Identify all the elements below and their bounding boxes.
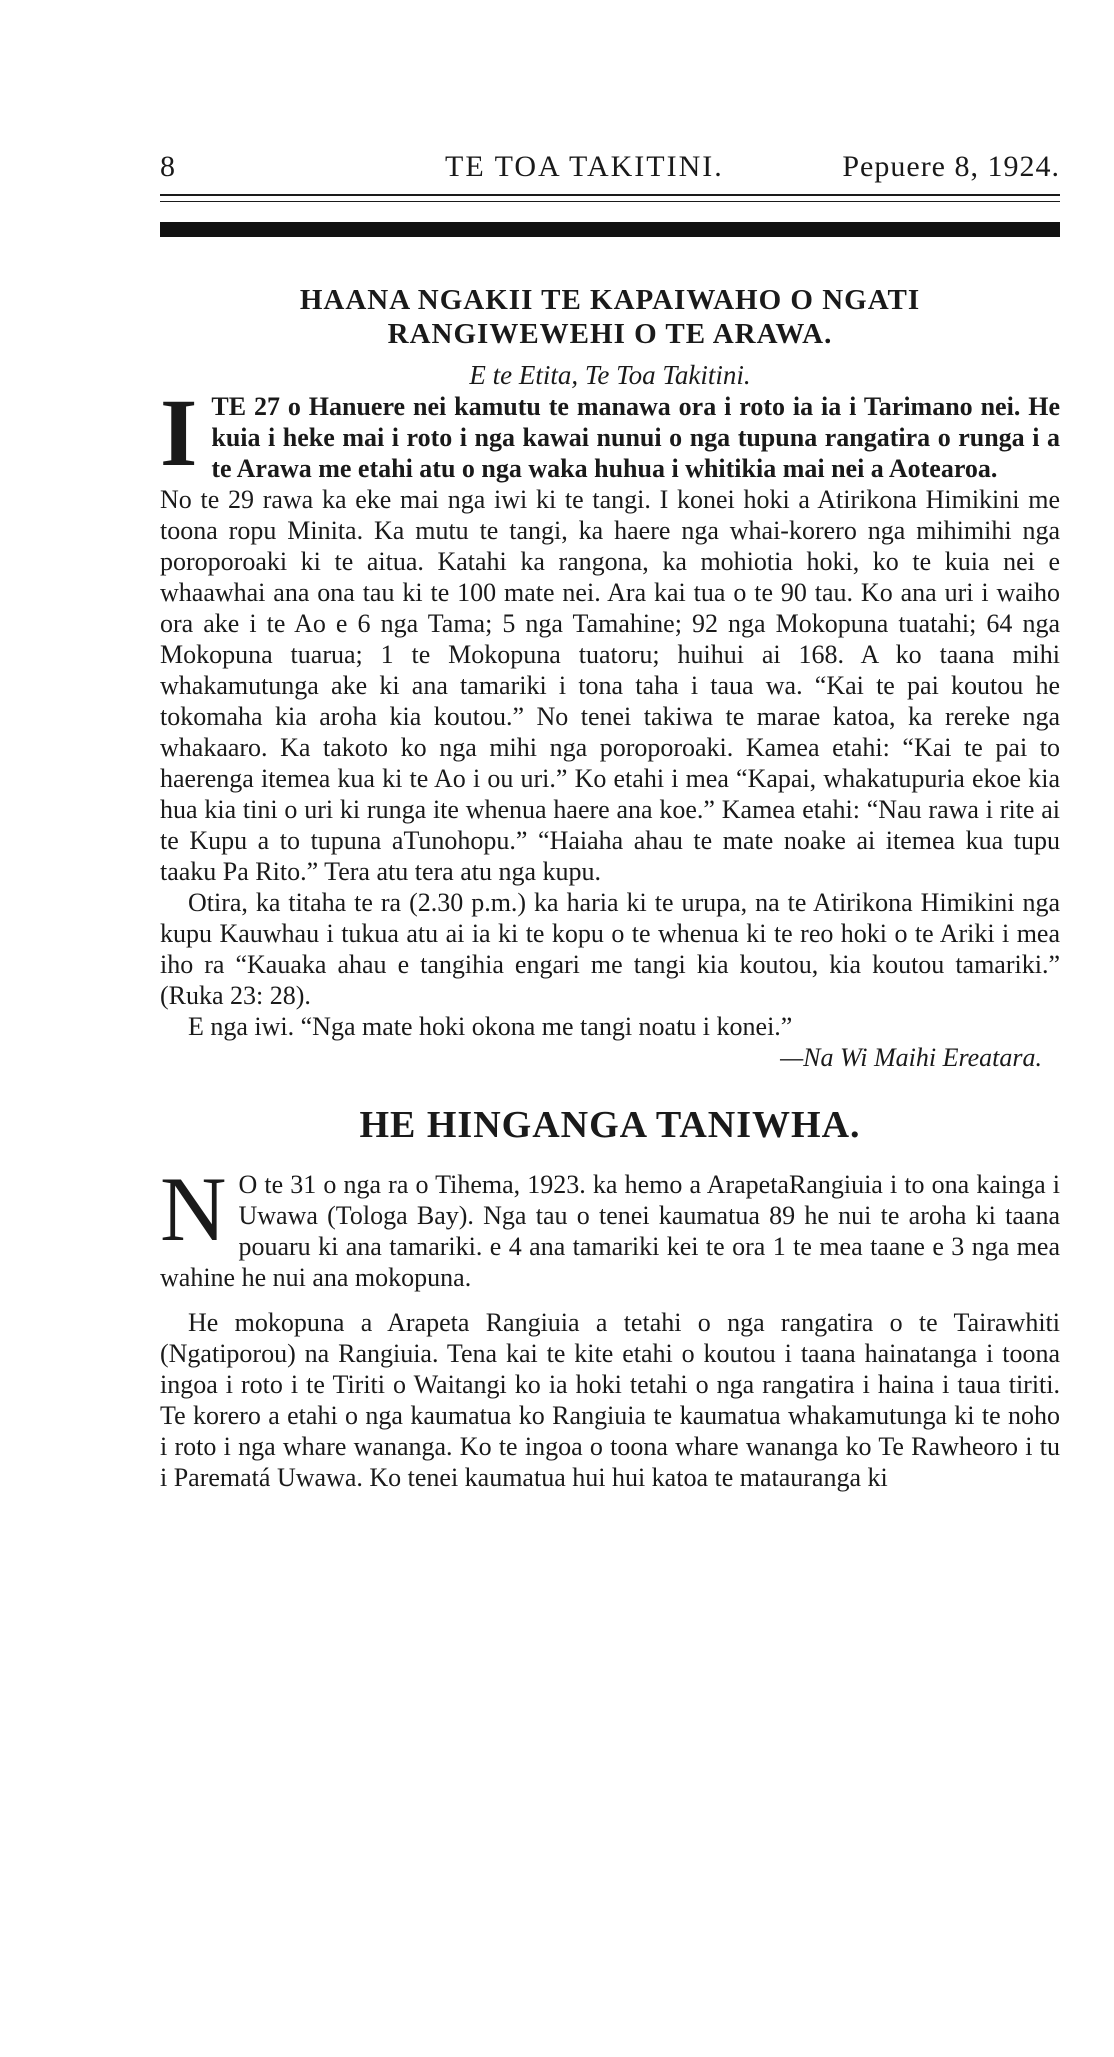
header-rule <box>160 194 1060 196</box>
headline-line-2: RANGIWEWEHI O TE ARAWA. <box>387 318 833 350</box>
lead-paragraph: TE 27 o Hanuere nei kamutu te manawa ora i roto ia ia i Tarimano nei. He kuia i heke mai i roto i nga kawai nunui o nga tupuna rangatira o runga i a te Arawa me etahi atu o nga waka huhua i whitikia mai nei a Aotearoa. <box>211 392 1060 483</box>
issue-date: Pepuere 8, 1924. <box>842 150 1060 183</box>
heavy-divider <box>160 222 1060 237</box>
body-paragraph: No te 29 rawa ka eke mai nga iwi ki te tangi. I konei hoki a Atirikona Himikini me toona ropu Minita. Ka mutu te tangi, ka haere nga whai-korero nga mihimihi nga poroporoaki ki te aitua. Katahi ka rangona, ka mohiotia hoki, ko te kuia nei e whaawhai ana ona tau ki te 100 mate nei. Ara kai tua o te 90 tau. Ko ana uri i waiho ora ake i te Ao e 6 nga Tama; 5 nga Tamahine; 92 nga Mokopuna tuatahi; 64 nga Mokopuna tuarua; 1 te Mokopuna tuatoru; huihui ai 168. A ko taana mihi whakamutunga ake ki ana tamariki i tona taha i taua wa. “Kai te pai koutou he tokomaha kia aroha kia koutou.” No tenei takiwa te marae katoa, ka rereke nga whakaaro. Ka takoto ko nga mihi nga poroporoaki. Kamea etahi: “Kai te pai to haerenga itemea kua ki te Ao i ou uri.” Ko etahi i mea “Kapai, whakatupuria ekoe kia hua kia tini o uri ki runga ite whenua haere ana koe.” Kamea etahi: “Nau rawa i rite ai te Kupu a to tupuna aTunohopu.” “Haiaha ahau te mate noake ai itemea kua tupu taaku Pa Rito.” Tera atu tera atu nga kupu. <box>160 485 1060 886</box>
publication-title: TE TOA TAKITINI. <box>445 150 724 183</box>
article-headline-2: HE HINGANGA TANIWHA. <box>359 1104 861 1146</box>
newspaper-page <box>160 150 1060 1493</box>
signature: —Na Wi Maihi Ereatara. <box>780 1043 1042 1072</box>
page-number: 8 <box>160 150 176 183</box>
drop-cap-2: N <box>160 1158 227 1260</box>
salutation: E te Etita, Te Toa Takitini. <box>469 360 751 390</box>
lead-paragraph-2: O te 31 o nga ra o Tihema, 1923. ka hemo a ArapetaRangiuia i to ona kainga i Uwawa (Tologa Bay). Nga tau o tenei kaumatua 89 he nui te aroha ki taana pouaru ki ana tamariki. e 4 ana tamariki kei te ora 1 te mea taane e 3 nga mea wahine he nui ana mokopuna. <box>160 1170 1060 1292</box>
article-body <box>160 379 1060 1073</box>
body-paragraph: Otira, ka titaha te ra (2.30 p.m.) ka haria ki te urupa, na te Atirikona Himikini nga kupu Kauwhau i tukua atu ai ia ki te kopu o te whenua ki te reo hoki o te Ariki i mea iho ra “Kauaka ahau e tangihia engari me tangi kia koutou, kia koutou tamariki.” (Ruka 23: 28). <box>160 888 1060 1010</box>
headline-line-1: HAANA NGAKII TE KAPAIWAHO O NGATI <box>299 284 921 316</box>
body-paragraph: E nga iwi. “Nga mate hoki okona me tangi noatu i konei.” <box>188 1012 793 1041</box>
running-head <box>160 150 1060 190</box>
drop-cap: I <box>160 379 198 486</box>
article-body-2 <box>160 1158 1060 1493</box>
header-rule-thin <box>160 201 1060 202</box>
article-headline <box>160 283 1060 351</box>
body-paragraph-2: He mokopuna a Arapeta Rangiuia a tetahi o nga rangatira o te Tairawhiti (Ngatiporou) na Rangiuia. Tena kai te kite etahi o koutou i taana hainatanga i toona ingoa i roto i te Tiriti o Waitangi ko ia hoki tetahi o nga rangatira i haina i taua tiriti. Te korero a etahi o nga kaumatua ko Rangiuia te kaumatua whakamutunga ki te noho i roto i nga whare wananga. Ko te ingoa o toona whare wananga ko Te Rawheoro i tu i Parematá Uwawa. Ko tenei kaumatua hui hui katoa te matauranga ki <box>160 1308 1060 1492</box>
